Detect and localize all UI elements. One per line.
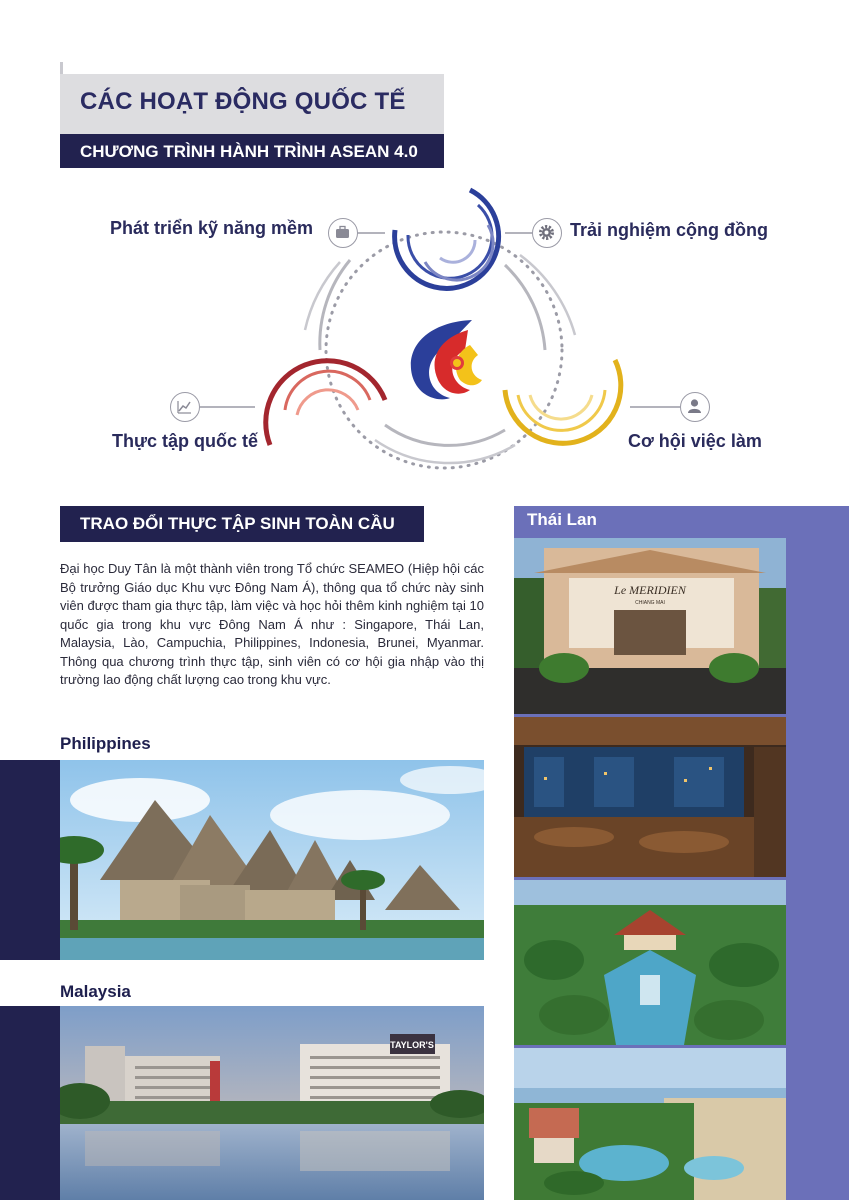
- exchange-paragraph: Đại học Duy Tân là một thành viên trong Tổ chức SEAMEO (Hiệp hội các Bộ trưởng Giáo dục Khu vực Đông Nam Á), thông qua tổ chức này sinh viên được tham gia thực tập, làm việc và học hỏi thêm kinh nghiệm tại 10 quốc gia trong khu vực Đông Nam Á như : Singapore, Thái Lan, Malaysia, Lào, Campuchia, Philippines, Indonesia, Brunei, Myanmar. Thông qua chương trình thực tập, sinh viên có cơ hội gia nhập vào thị trường lao động chất lượng cao trong khu vực.: [60, 561, 484, 687]
- blue-arc-outer: [395, 190, 499, 288]
- taylors-sign: TAYLOR'S: [390, 1040, 434, 1050]
- country-thailand: Thái Lan: [527, 510, 597, 529]
- label-soft-skills: Phát triển kỹ năng mềm: [110, 218, 314, 238]
- hotel-city: CHIANG MAI: [635, 600, 665, 606]
- blue-arc-mid: [408, 205, 492, 278]
- red-arc-outer: [266, 361, 385, 445]
- briefcase-icon: [328, 218, 358, 248]
- photo-thailand-beach-resort: [514, 1048, 786, 1200]
- red-arc-inner: [297, 390, 358, 415]
- page-subtitle: CHƯƠNG TRÌNH HÀNH TRÌNH ASEAN 4.0: [80, 142, 418, 161]
- exchange-title: TRAO ĐỔI THỰC TẬP SINH TOÀN CẦU: [80, 514, 395, 533]
- label-internship: Thực tập quốc tế: [112, 431, 259, 451]
- page-title: CÁC HOẠT ĐỘNG QUỐC TẾ: [80, 88, 406, 115]
- label-jobs: Cơ hội việc làm: [628, 431, 762, 451]
- photo-thailand-hotel: [514, 538, 786, 714]
- person-icon: [680, 392, 710, 422]
- country-malaysia: Malaysia: [60, 982, 131, 1001]
- photo-malaysia-campus: [60, 1006, 484, 1200]
- label-community: Trải nghiệm cộng đồng: [570, 220, 768, 240]
- hotel-sign: Le MERIDIEN: [614, 583, 686, 597]
- navy-side-block: [0, 760, 60, 960]
- country-philippines: Philippines: [60, 734, 151, 753]
- chart-icon: [170, 392, 200, 422]
- gear-icon: [532, 218, 562, 248]
- photo-thailand-resort-pool: [514, 880, 786, 1045]
- asean-logo: [411, 320, 482, 399]
- photo-philippines-resort: [60, 760, 484, 960]
- photo-thailand-restaurant: [514, 717, 786, 877]
- navy-side-block-2: [0, 1006, 60, 1200]
- gray-arc-bottom-outer: [375, 440, 515, 463]
- blue-arc-core: [440, 240, 475, 262]
- gray-arc-bottom: [385, 425, 505, 445]
- yellow-arc-inner: [530, 395, 592, 419]
